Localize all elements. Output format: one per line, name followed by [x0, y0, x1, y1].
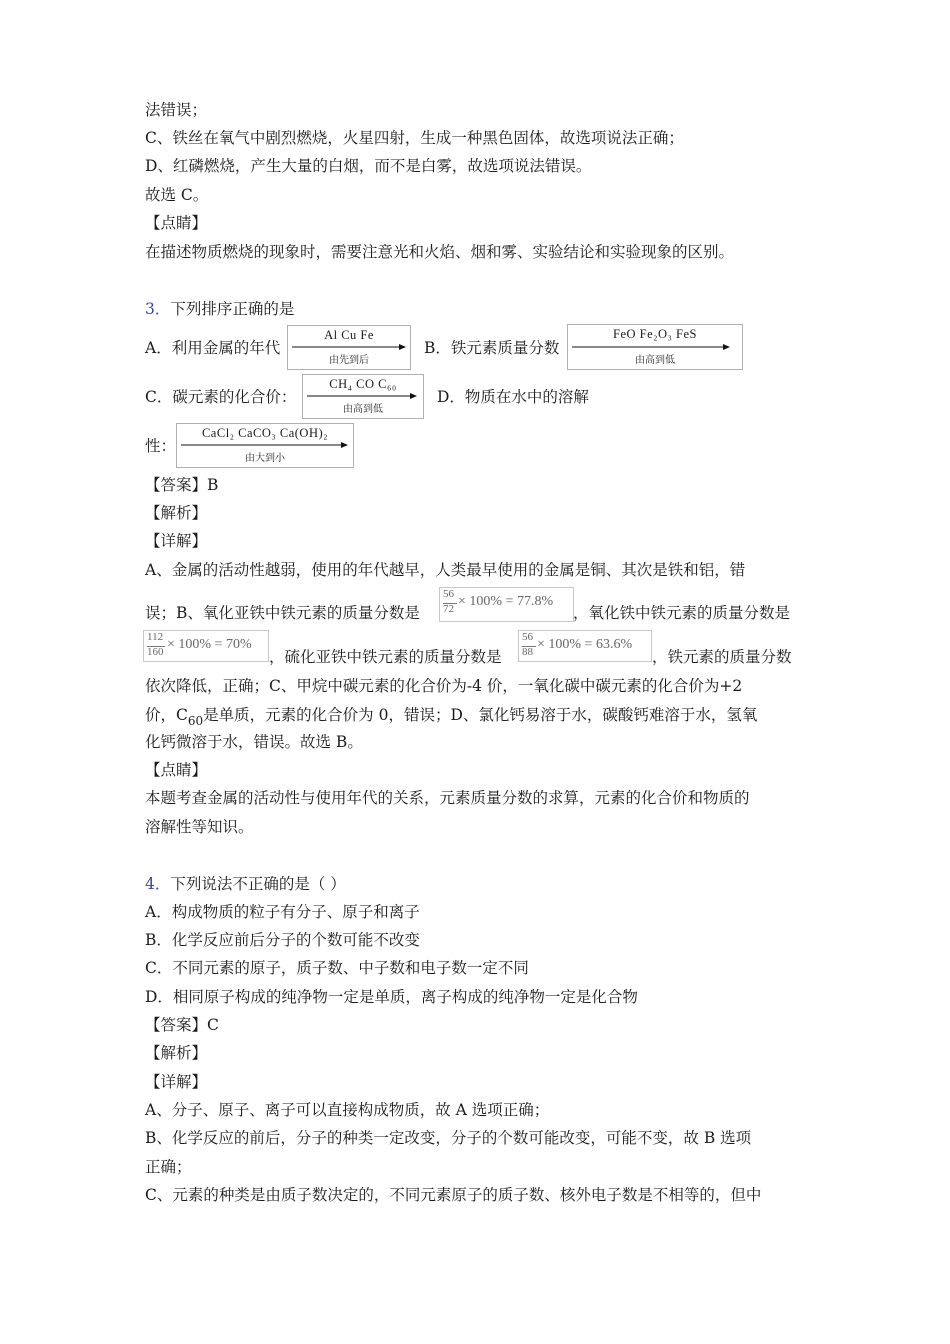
- option-d-label-cont: 性：: [145, 437, 177, 455]
- text-line: ，铁元素的质量分数: [652, 648, 792, 666]
- text-line: ，氧化铁中铁元素的质量分数是: [573, 604, 791, 622]
- diagram-top-text: CH₄ CO C₆₀: [329, 377, 397, 391]
- text-line: 故选 C。: [145, 186, 209, 204]
- text-line: A、分子、原子、离子可以直接构成物质，故 A 选项正确；: [145, 1101, 550, 1119]
- option-c-label: C．碳元素的化合价：: [145, 388, 297, 406]
- detail-heading: 【详解】: [145, 1073, 208, 1091]
- fraction-denominator: 160: [147, 646, 164, 658]
- diagram-bottom-text: 由高到低: [343, 404, 383, 415]
- diagram-bottom-text: 由高到低: [635, 355, 675, 366]
- text-line: B、化学反应的前后，分子的种类一定改变，分子的个数可能改变，可能不变，故 B 选项: [145, 1129, 752, 1147]
- formula-image: [439, 587, 574, 622]
- answer-line: 【答案】C: [145, 1016, 219, 1034]
- option-b: B．化学反应前后分子的个数可能不改变: [145, 931, 420, 949]
- option-d-label: D．物质在水中的溶解: [437, 388, 589, 406]
- fraction-numerator: 56: [522, 631, 533, 643]
- formula-expression: × 100% = 63.6%: [537, 637, 633, 652]
- text-line: D、红磷燃烧，产生大量的白烟，而不是白雾，故选项说法错误。: [145, 157, 592, 175]
- question-number: 4．: [145, 875, 171, 893]
- formula-image: [143, 630, 269, 662]
- option-a: A．构成物质的粒子有分子、原子和离子: [145, 903, 420, 921]
- text-line: [145, 704, 757, 727]
- diagram-top-text: CaCl₂ CaCO₃ Ca(OH)₂: [201, 426, 329, 440]
- fraction-denominator: 88: [522, 646, 533, 658]
- text-line: 正确；: [145, 1158, 192, 1176]
- option-c: C．不同元素的原子，质子数、中子数和电子数一定不同: [145, 959, 529, 977]
- text-line: C、元素的种类是由质子数决定的，不同元素原子的质子数、核外电子数是不相等的，但中: [145, 1186, 762, 1204]
- fraction-numerator: 56: [443, 588, 454, 600]
- option-b-diagram: [567, 324, 743, 370]
- detail-heading: 【详解】: [145, 532, 208, 550]
- text-line: ，硫化亚铁中铁元素的质量分数是: [269, 648, 502, 666]
- text-line: 依次降低，正确；C、甲烷中碳元素的化合价为-4 价，一氧化碳中碳元素的化合价为+2: [145, 677, 743, 695]
- text-line: 在描述物质燃烧的现象时，需要注意光和火焰、烟和雾、实验结论和实验现象的区别。: [145, 243, 735, 261]
- formula-expression: × 100% = 77.8%: [458, 594, 554, 609]
- fraction-numerator: 112: [147, 631, 164, 643]
- section-heading: 【点睛】: [145, 761, 208, 779]
- option-d-diagram: [176, 423, 354, 468]
- text-line: 法错误；: [145, 101, 208, 119]
- text-line: 溶解性等知识。: [145, 818, 254, 836]
- subscript: 60: [187, 714, 204, 728]
- diagram-top-text: Al Cu Fe: [324, 328, 374, 342]
- analysis-heading: 【解析】: [145, 504, 208, 522]
- fraction-denominator: 72: [443, 603, 454, 615]
- text-fragment: 价，C: [145, 706, 188, 724]
- option-d: D．相同原子构成的纯净物一定是单质，离子构成的纯净物一定是化合物: [145, 988, 638, 1006]
- option-c-diagram: [302, 374, 424, 419]
- answer-line: 【答案】B: [145, 476, 219, 494]
- question-4-stem: [145, 873, 346, 895]
- question-3-stem: [145, 298, 294, 320]
- text-fragment: 是单质，元素的化合价为 0，错误；D、氯化钙易溶于水，碳酸钙难溶于水，氢氧: [203, 706, 758, 724]
- text-line: 本题考查金属的活动性与使用年代的关系，元素质量分数的求算，元素的化合价和物质的: [145, 789, 750, 807]
- option-b-label: B．铁元素质量分数: [424, 339, 560, 357]
- option-a-diagram: [287, 325, 411, 370]
- text-line: 误；B、氧化亚铁中铁元素的质量分数是: [145, 604, 420, 622]
- formula-expression: × 100% = 70%: [167, 637, 252, 652]
- text-line: 化钙微溶于水，错误。故选 B。: [145, 733, 363, 751]
- formula-image: [518, 630, 652, 662]
- question-number: 3．: [145, 300, 171, 318]
- text-line: A、金属的活动性越弱，使用的年代越早，人类最早使用的金属是铜、其次是铁和铝，错: [145, 561, 746, 579]
- analysis-heading: 【解析】: [145, 1044, 208, 1062]
- diagram-bottom-text: 由先到后: [329, 355, 369, 366]
- diagram-top-text: FeO Fe₂O₃ FeS: [613, 327, 697, 341]
- question-text: 下列说法不正确的是（ ）: [170, 875, 346, 893]
- section-heading: 【点睛】: [145, 214, 208, 232]
- text-line: C、铁丝在氧气中剧烈燃烧，火星四射，生成一种黑色固体，故选项说法正确；: [145, 129, 684, 147]
- option-a-label: A．利用金属的年代: [145, 339, 281, 357]
- question-text: 下列排序正确的是: [170, 300, 295, 318]
- diagram-bottom-text: 由大到小: [245, 453, 285, 464]
